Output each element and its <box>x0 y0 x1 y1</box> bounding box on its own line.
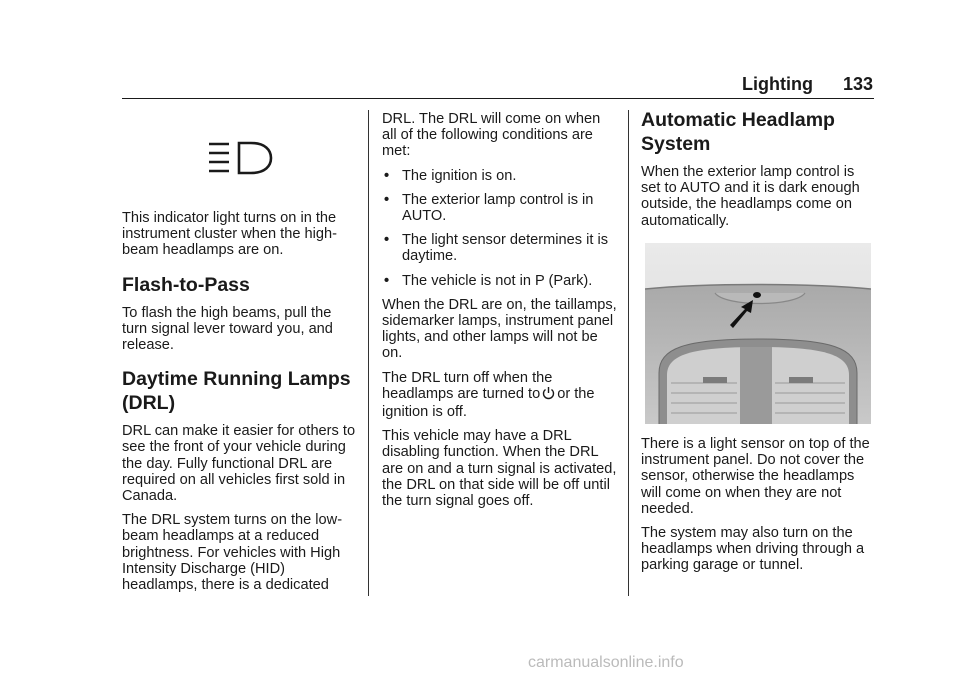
flash-to-pass-text: To flash the high beams, pull the turn signal lever toward you, and release. <box>122 304 333 354</box>
page-number: 133 <box>843 74 874 94</box>
high-beam-indicator-icon <box>207 140 275 181</box>
column-3 <box>641 108 877 237</box>
drl-conditions-list <box>382 168 618 289</box>
drl-paragraph-1: DRL can make it easier for others to see the front of your vehicle during the day. Fully functional DRL are required on all vehicles first sold in Canada. <box>122 423 356 505</box>
section-title: Lighting <box>742 74 813 94</box>
list-item: • The ignition is on. <box>382 168 618 184</box>
drl-paragraph-2: The DRL system turns on the low-beam headlamps at a reduced brightness. For vehicles with High Intensity Discharge (HID) headlamps, there is a dedicated <box>122 512 343 594</box>
list-item: • The exterior lamp control is in AUTO. <box>382 192 618 224</box>
watermark: carmanualsonline.info <box>528 654 684 671</box>
flash-to-pass-heading: Flash-to-Pass <box>122 273 250 296</box>
light-sensor-photo <box>645 243 871 424</box>
column-2 <box>382 111 618 517</box>
header-rule <box>122 98 874 99</box>
drl-off-text-before: The DRL turn off when the headlamps are turned to <box>382 369 553 402</box>
column-divider-1 <box>368 110 369 596</box>
list-item: • The vehicle is not in P (Park). <box>382 273 618 289</box>
drl-on-paragraph: When the DRL are on, the taillamps, sidemarker lamps, instrument panel lights, and other lamps will not be on. <box>382 296 617 362</box>
drl-conditions-intro: DRL. The DRL will come on when all of the following conditions are met: <box>382 111 601 160</box>
auto-headlamp-heading: Automatic Headlamp System <box>641 109 835 155</box>
indicator-description: This indicator light turns on in the instrument cluster when the high-beam headlamps are on. <box>122 210 337 259</box>
drl-off-paragraph <box>382 370 618 421</box>
power-off-icon <box>542 386 555 404</box>
column-3-lower <box>641 436 877 582</box>
drl-off-text-after: or the ignition is off. <box>382 385 595 421</box>
auto-headlamp-paragraph-2: There is a light sensor on top of the instrument panel. Do not cover the sensor, otherwise the headlamps will come on when they are not needed. <box>641 436 870 517</box>
drl-heading: Daytime Running Lamps (DRL) <box>122 368 351 415</box>
column-1 <box>122 210 358 601</box>
auto-headlamp-paragraph-3: The system may also turn on the headlamps when driving through a parking garage or tunnel. <box>641 525 865 574</box>
list-item: • The light sensor determines it is daytime. <box>382 232 618 264</box>
auto-headlamp-paragraph-1: When the exterior lamp control is set to AUTO and it is dark enough outside, the headlamps come on automatically. <box>641 164 860 229</box>
column-divider-2 <box>628 110 629 596</box>
drl-disable-paragraph: This vehicle may have a DRL disabling function. When the DRL are on and a turn signal is activated, the DRL on that side will be off until the turn signal goes off. <box>382 428 617 510</box>
